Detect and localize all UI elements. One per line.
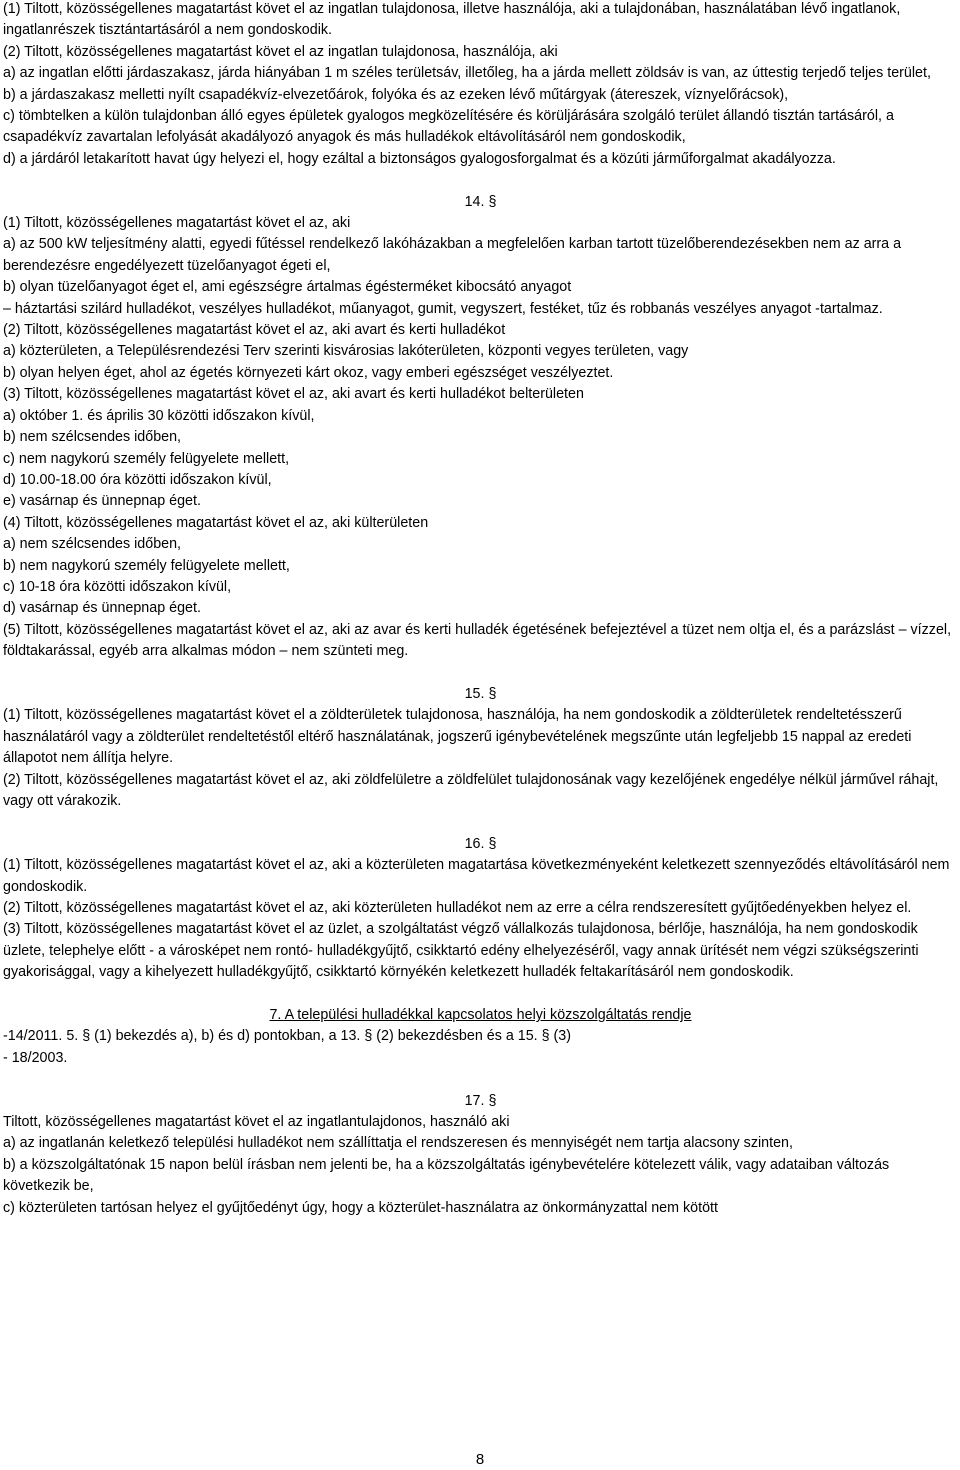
chapter-title-text: 7. A települési hulladékkal kapcsolatos helyi közszolgáltatás rendje	[269, 1007, 692, 1024]
paragraph: c) közterületen tartósan helyez el gyűjtőedényt úgy, hogy a közterület-használatra az önkormányzattal nem kötött	[3, 1199, 718, 1216]
section-14	[3, 192, 958, 663]
document-body	[3, 0, 958, 1219]
section-15	[3, 684, 958, 812]
paragraph: c) nem nagykorú személy felügyelete mellett,	[3, 450, 290, 467]
section-heading: 15. §	[464, 685, 497, 702]
paragraph: b) a közszolgáltatónak 15 napon belül írásban nem jelenti be, ha a közszolgáltatás igénybevételére kötelezett válik, vagy adataiban változás következik be,	[3, 1156, 890, 1195]
spacer	[3, 812, 958, 833]
paragraph: (1) Tiltott, közösségellenes magatartást követ el az, aki a közterületen magatartása következményeként keletkezett szennyeződés eltávolításáról nem gondoskodik.	[3, 857, 950, 895]
section-16	[3, 834, 958, 984]
paragraph: b) a járdaszakasz melletti nyílt csapadékvíz-elvezetőárok, folyóka és az ezeken lévő műtárgyak (átereszek, víznyelőrácsok),	[3, 86, 789, 103]
paragraph: c) 10-18 óra közötti időszakon kívül,	[3, 578, 232, 595]
paragraph: b) olyan tüzelőanyagot éget el, ami egészségre ártalmas égésterméket kibocsátó anyagot	[3, 279, 572, 296]
paragraph: e) vasárnap és ünnepnap éget.	[3, 493, 201, 510]
page-number: 8	[475, 1451, 485, 1468]
reference-line: -14/2011. 5. § (1) bekezdés a), b) és d) pontokban, a 13. § (2) bekezdésben és a 15. § (3)	[3, 1028, 571, 1045]
paragraph-group-top	[3, 0, 958, 170]
paragraph: d) 10.00-18.00 óra közötti időszakon kívül,	[3, 471, 272, 488]
paragraph: b) olyan helyen éget, ahol az égetés környezeti kárt okoz, vagy emberi egészséget veszélyeztet.	[3, 364, 614, 381]
paragraph: a) az 500 kW teljesítmény alatti, egyedi fűtéssel rendelkező lakóházakban a megfelelően karban tartott tüzelőberendezésekben nem az arra a berendezésre engedélyezett tüzelőanyagot égeti el,	[3, 236, 902, 274]
spacer	[3, 984, 958, 1005]
paragraph: a) az ingatlanán keletkező települési hulladékot nem szállíttatja el rendszeresen és mennyiségét nem tartja alacsony szinten,	[3, 1135, 793, 1152]
paragraph: a) október 1. és április 30 közötti időszakon kívül,	[3, 407, 315, 424]
paragraph: (2) Tiltott, közösségellenes magatartást követ el az, aki avart és kerti hulladékot	[3, 322, 506, 339]
section-heading: 17. §	[464, 1092, 497, 1109]
paragraph: a) közterületen, a Településrendezési Terv szerinti kisvárosias lakóterületen, központi vegyes területen, vagy	[3, 343, 689, 360]
section-heading: 14. §	[464, 193, 497, 210]
paragraph: a) nem szélcsendes időben,	[3, 536, 182, 553]
paragraph: d) vasárnap és ünnepnap éget.	[3, 600, 201, 617]
paragraph: (2) Tiltott, közösségellenes magatartást követ el az, aki zöldfelületre a zöldfelület tulajdonosának vagy kezelőjének engedélye nélkül járművel ráhajt, vagy ott várakozik.	[3, 771, 939, 809]
paragraph: – háztartási szilárd hulladékot, veszélyes hulladékot, műanyagot, gumit, vegyszert, festéket, tűz és robbanás veszélyes anyagot -tartalmaz.	[3, 300, 883, 317]
paragraph: d) a járdáról letakarított havat úgy helyezi el, hogy ezáltal a biztonságos gyalogosforgalmat és a közúti járműforgalmat akadályozza.	[3, 150, 836, 167]
paragraph: (2) Tiltott, közösségellenes magatartást követ el az ingatlan tulajdonosa, használója, aki	[3, 43, 558, 60]
paragraph: b) nem szélcsendes időben,	[3, 429, 182, 446]
section-17	[3, 1091, 958, 1219]
paragraph: (4) Tiltott, közösségellenes magatartást követ el az, aki külterületen	[3, 514, 429, 531]
paragraph: (1) Tiltott, közösségellenes magatartást követ el az, aki	[3, 215, 351, 232]
paragraph: a) az ingatlan előtti járdaszakasz, járda hiányában 1 m széles területsáv, illetőleg, ha a járda mellett zöldsáv is van, az úttestig terjedő teljes terület,	[3, 65, 931, 82]
paragraph: (2) Tiltott, közösségellenes magatartást követ el az, aki közterületen hulladékot nem az erre a célra rendszeresített gyűjtőedényekben helyez el.	[3, 900, 912, 917]
paragraph: (3) Tiltott, közösségellenes magatartást követ el az üzlet, a szolgáltatást végző vállalkozás tulajdonosa, bérlője, használója, ha nem gondoskodik üzlete, telephelye előtt - a városképet nem rontó- hulladékgyűjtő, csikktartó edény elhelyezéséről, vagy annak ürítését nem végzi szükségszerinti gyakorisággal, vagy a kihelyezett hulladékgyűjtő, csikktartó környékén keletkezett hulladék feltakarításáról nem gondoskodik.	[3, 921, 919, 981]
reference-line: - 18/2003.	[3, 1049, 68, 1066]
paragraph: (1) Tiltott, közösségellenes magatartást követ el az ingatlan tulajdonosa, illetve használója, aki a tulajdonában, használatában lévő ingatlanok, ingatlanrészek tisztántartásáról a nem gondoskodik.	[3, 1, 901, 39]
spacer	[3, 1069, 958, 1090]
paragraph: (1) Tiltott, közösségellenes magatartást követ el a zöldterületek tulajdonosa, használója, ha nem gondoskodik a zöldterületek rendeltetésszerű használatáról vagy a zöldterület rendeltetéstől eltérő használatának, jogszerű igénybevételének megszűnte után legfeljebb 15 nappal az eredeti állapotot nem állítja helyre.	[3, 707, 912, 767]
spacer	[3, 170, 958, 191]
paragraph: b) nem nagykorú személy felügyelete mellett,	[3, 557, 290, 574]
chapter-title	[3, 1005, 958, 1026]
paragraph: (3) Tiltott, közösségellenes magatartást követ el az, aki avart és kerti hulladékot belterületen	[3, 386, 584, 403]
chapter-7	[3, 1005, 958, 1069]
section-heading: 16. §	[464, 835, 497, 852]
paragraph: (5) Tiltott, közösségellenes magatartást követ el az, aki az avar és kerti hulladék égetésének befejeztével a tüzet nem oltja el, és a parázslást – vízzel, földtakarással, egyéb arra alkalmas módon – nem szünteti meg.	[3, 621, 952, 660]
spacer	[3, 663, 958, 684]
paragraph: Tiltott, közösségellenes magatartást követ el az ingatlantulajdonos, használó aki	[3, 1114, 510, 1131]
paragraph: c) tömbtelken a külön tulajdonban álló egyes épületek gyalogos megközelítésére és körüljárására szolgáló terület állandó tisztán tartásáról, a csapadékvíz zavartalan lefolyását akadályozó anyagok és más hulladékok eltávolításáról nem gondoskodik,	[3, 108, 894, 146]
